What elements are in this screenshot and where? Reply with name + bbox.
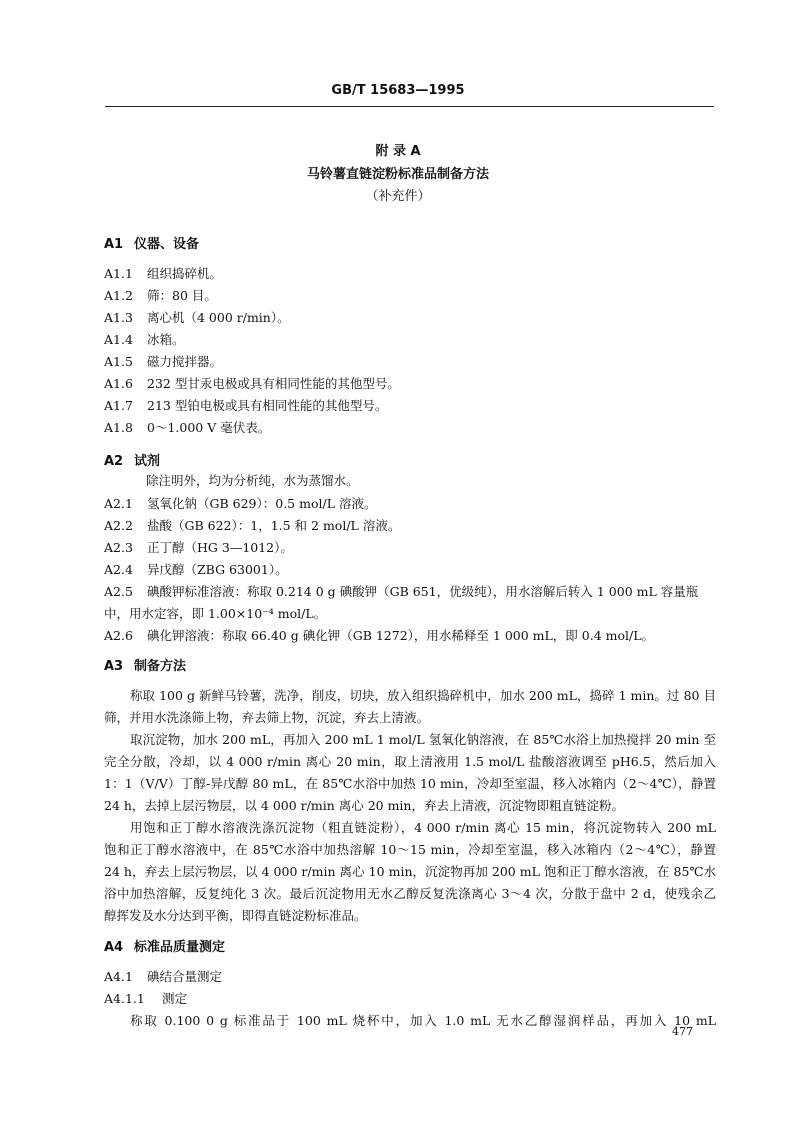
paragraph-line: 醇挥发及水分达到平衡，即得直链淀粉标准品。 bbox=[104, 908, 367, 923]
page-number: 477 bbox=[672, 1025, 693, 1038]
list-item: A1.8 0～1.000 V 毫伏表。 bbox=[104, 420, 271, 435]
paragraph-line: 饱和正丁醇水溶液中，在 85℃水浴中加热溶解 10～15 min，冷却至室温，移入冰箱内（2～4℃），静置 bbox=[104, 842, 716, 857]
list-item: A2.4 异戊醇（ZBG 63001）。 bbox=[104, 562, 288, 577]
section-number: A2 bbox=[104, 454, 124, 469]
paragraph-continuation: 中，用水定容，即 1.00×10⁻⁴ mol/L。 bbox=[104, 606, 327, 621]
section-heading-a3 bbox=[104, 655, 716, 674]
section-heading-a2 bbox=[104, 450, 716, 469]
paragraph-line: 完全分散，冷却，以 4 000 r/min 离心 20 min，取上清液用 1.5 mol/L 盐酸溶液调至 pH6.5，然后加入 bbox=[104, 754, 716, 769]
section-number: A3 bbox=[104, 659, 124, 674]
list-item: A1.6 232 型甘汞电极或具有相同性能的其他型号。 bbox=[104, 376, 400, 391]
list-item: A1.5 磁力搅拌器。 bbox=[104, 354, 223, 369]
list-item: A2.2 盐酸（GB 622）：1，1.5 和 2 mol/L 溶液。 bbox=[104, 518, 401, 533]
paragraph-line: 用饱和正丁醇水溶液洗涤沉淀物（粗直链淀粉），4 000 r/min 离心 15 min，将沉淀物转入 200 mL bbox=[130, 820, 716, 835]
annex-label: 附 录 A bbox=[375, 144, 421, 159]
paragraph-line: 称取 0.100 0 g 标准品于 100 mL 烧杯中，加入 1.0 mL 无水乙醇湿润样品，再加入 10 mL bbox=[130, 1013, 716, 1028]
section-title: 试剂 bbox=[134, 454, 161, 469]
section-number: A4 bbox=[104, 940, 124, 955]
list-item: A2.1 氢氧化钠（GB 629）：0.5 mol/L 溶液。 bbox=[104, 496, 377, 511]
paragraph-line: 称取 100 g 新鲜马铃薯，洗净，削皮，切块，放入组织捣碎机中，加水 200 mL，捣碎 1 min。过 80 目 bbox=[130, 688, 716, 703]
list-item: A2.5 碘酸钾标准溶液：称取 0.214 0 g 碘酸钾（GB 651，优级纯），用水溶解后转入 1 000 mL 容量瓶 bbox=[104, 584, 699, 599]
subsection-heading: A4.1 碘结合量测定 bbox=[104, 969, 223, 984]
standard-code-header: GB/T 15683—1995 bbox=[331, 83, 465, 98]
list-item: A1.3 离心机（4 000 r/min）。 bbox=[104, 310, 290, 325]
list-item: A2.3 正丁醇（HG 3—1012）。 bbox=[104, 540, 293, 555]
section-title: 标准品质量测定 bbox=[134, 940, 226, 955]
section-title: 仪器、设备 bbox=[134, 237, 200, 252]
list-item: A1.1 组织捣碎机。 bbox=[104, 266, 223, 281]
paragraph-line: 24 h，去掉上层污物层，以 4 000 r/min 离心 20 min，弃去上清液，沉淀物即粗直链淀粉。 bbox=[104, 798, 624, 813]
section-heading-a4 bbox=[104, 936, 716, 955]
paragraph-line: 24 h，弃去上层污物层，以 4 000 r/min 离心 10 min，沉淀物再加 200 mL 饱和正丁醇水溶液，在 85℃水 bbox=[104, 864, 716, 879]
list-item: A1.7 213 型铂电极或具有相同性能的其他型号。 bbox=[104, 398, 388, 413]
annex-note: （补充件） bbox=[365, 189, 431, 204]
paragraph: 除注明外，均为分析纯，水为蒸馏水。 bbox=[146, 473, 359, 488]
subsection-heading: A4.1.1 测定 bbox=[104, 991, 188, 1006]
header-rule bbox=[105, 106, 714, 107]
paragraph-line: 浴中加热溶解，反复纯化 3 次。最后沉淀物用无水乙醇反复洗涤离心 3～4 次，分散于盘中 2 d，使残余乙 bbox=[104, 886, 716, 901]
paragraph-line: 1：1（V/V）丁醇-异戊醇 80 mL，在 85℃水浴中加热 10 min，冷却至室温，移入冰箱内（2～4℃），静置 bbox=[104, 776, 716, 791]
paragraph-line: 筛，并用水洗涤筛上物，弃去筛上物，沉淀，弃去上清液。 bbox=[104, 710, 430, 725]
paragraph-line: 取沉淀物，加水 200 mL，再加入 200 mL 1 mol/L 氢氧化钠溶液，在 85℃水浴上加热搅拌 20 min 至 bbox=[130, 732, 716, 747]
list-item: A1.4 冰箱。 bbox=[104, 332, 185, 347]
section-heading-a1 bbox=[104, 233, 716, 252]
annex-title: 马铃薯直链淀粉标准品制备方法 bbox=[306, 167, 489, 182]
list-item: A1.2 筛：80 目。 bbox=[104, 288, 217, 303]
list-item: A2.6 碘化钾溶液：称取 66.40 g 碘化钾（GB 1272），用水稀释至 1 000 mL，即 0.4 mol/L。 bbox=[104, 628, 655, 643]
section-number: A1 bbox=[104, 237, 124, 252]
section-title: 制备方法 bbox=[134, 659, 187, 674]
